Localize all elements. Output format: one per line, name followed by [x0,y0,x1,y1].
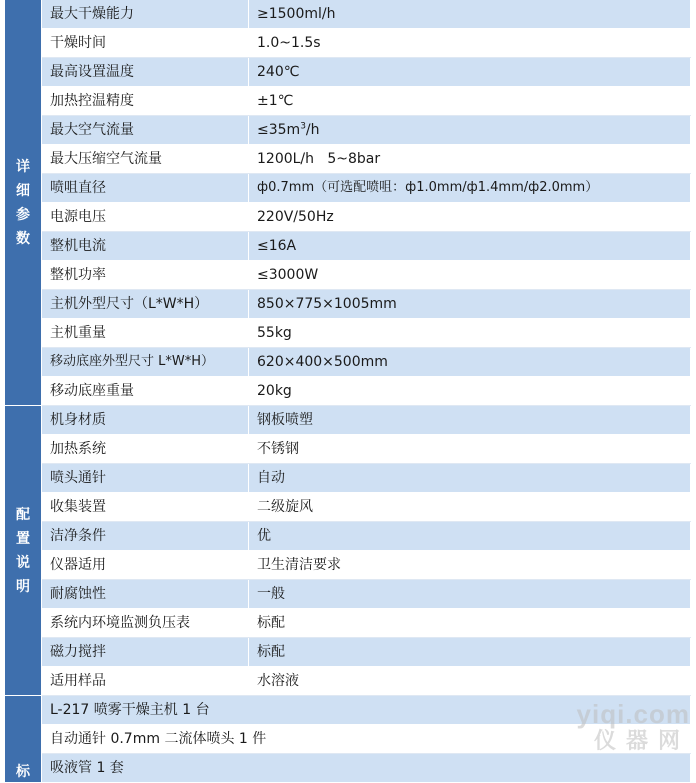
config-row-9 [5,638,691,667]
detail-label-char-3: 参 [16,206,30,223]
param-key: 干燥时间 [42,29,249,58]
config-key: 系统内环境监测负压表 [42,609,249,638]
detail-label-char-1: 详 [16,158,30,175]
param-key: 喷咀直径 [42,174,249,203]
detail-row-1 [5,0,691,29]
param-key: 加热控温精度 [42,87,249,116]
config-key: 机身材质 [42,406,249,435]
config-value: 优 [249,522,691,551]
param-key: 电源电压 [42,203,249,232]
config-value: 标配 [249,638,691,667]
param-value: 240℃ [249,58,691,87]
config-section-header [5,406,42,696]
param-value: 1.0~1.5s [249,29,691,58]
param-key: 主机重量 [42,319,249,348]
config-row-7 [5,580,691,609]
config-value: 不锈钢 [249,435,691,464]
param-key: 最大压缩空气流量 [42,145,249,174]
param-key: 最高设置温度 [42,58,249,87]
param-key: 整机电流 [42,232,249,261]
param-value: 20kg [249,377,691,406]
param-value: ±1℃ [249,87,691,116]
detail-row-8 [5,203,691,232]
detail-row-3 [5,58,691,87]
config-key: 喷头通针 [42,464,249,493]
detail-row-6 [5,145,691,174]
param-key: 移动底座重量 [42,377,249,406]
config-row-2 [5,435,691,464]
detail-row-11 [5,290,691,319]
param-value: 850×775×1005mm [249,290,691,319]
param-key: 移动底座外型尺寸 L*W*H） [42,348,249,377]
config-value: 钢板喷塑 [249,406,691,435]
standard-row-3 [5,754,691,783]
detail-row-13 [5,348,691,377]
param-value: ≥1500ml/h [249,0,691,29]
config-value: 二级旋风 [249,493,691,522]
standard-row-1 [5,696,691,725]
config-key: 适用样品 [42,667,249,696]
param-key: 最大干燥能力 [42,0,249,29]
detail-row-4 [5,87,691,116]
param-value: 620×400×500mm [249,348,691,377]
config-label-char-4: 明 [16,578,30,595]
detail-row-14 [5,377,691,406]
config-row-6 [5,551,691,580]
detail-row-12 [5,319,691,348]
standard-item: 自动通针 0.7mm 二流体喷头 1 件 [42,725,691,754]
detail-row-7 [5,174,691,203]
config-key: 洁净条件 [42,522,249,551]
config-value: 标配 [249,609,691,638]
value-unit: /h [305,122,320,138]
config-row-8 [5,609,691,638]
config-label-char-1: 配 [16,506,30,523]
config-row-4 [5,493,691,522]
config-row-5 [5,522,691,551]
detail-label-char-4: 数 [16,230,30,247]
param-value [249,116,691,145]
config-value: 水溶液 [249,667,691,696]
standard-label-char-1: 标 [16,764,30,780]
value-main: ≤35m [257,122,301,138]
detail-row-2 [5,29,691,58]
config-value: 卫生清洁要求 [249,551,691,580]
param-key: 主机外型尺寸（L*W*H） [42,290,249,319]
config-row-3 [5,464,691,493]
config-key: 加热系统 [42,435,249,464]
detail-section-header [5,0,42,406]
param-value: ≤16A [249,232,691,261]
detail-row-9 [5,232,691,261]
config-key: 收集装置 [42,493,249,522]
standard-item: L-217 喷雾干燥主机 1 台 [42,696,691,725]
config-key: 磁力搅拌 [42,638,249,667]
param-value: 220V/50Hz [249,203,691,232]
watermark-line-2: 仪器网 [593,728,690,753]
detail-row-10 [5,261,691,290]
param-key: 整机功率 [42,261,249,290]
config-label-char-2: 置 [16,530,30,547]
value-superscript: 3 [300,121,306,132]
spec-table [5,0,691,783]
config-label-char-3: 说 [16,554,30,571]
param-value: 55kg [249,319,691,348]
standard-row-2 [5,725,691,754]
param-value: 1200L/h 5~8bar [249,145,691,174]
detail-row-5 [5,116,691,145]
standard-item: 吸液管 1 套 [42,754,691,783]
detail-label-char-2: 细 [16,182,30,199]
param-key: 最大空气流量 [42,116,249,145]
config-row-10 [5,667,691,696]
config-key: 耐腐蚀性 [42,580,249,609]
config-row-1 [5,406,691,435]
config-value: 自动 [249,464,691,493]
watermark-line-1: yiqi.com [576,699,690,729]
param-value: ф0.7mm（可选配喷咀：ф1.0mm/ф1.4mm/ф2.0mm） [249,174,691,203]
config-key: 仪器适用 [42,551,249,580]
standard-section-header [5,696,42,783]
config-value: 一般 [249,580,691,609]
param-value: ≤3000W [249,261,691,290]
